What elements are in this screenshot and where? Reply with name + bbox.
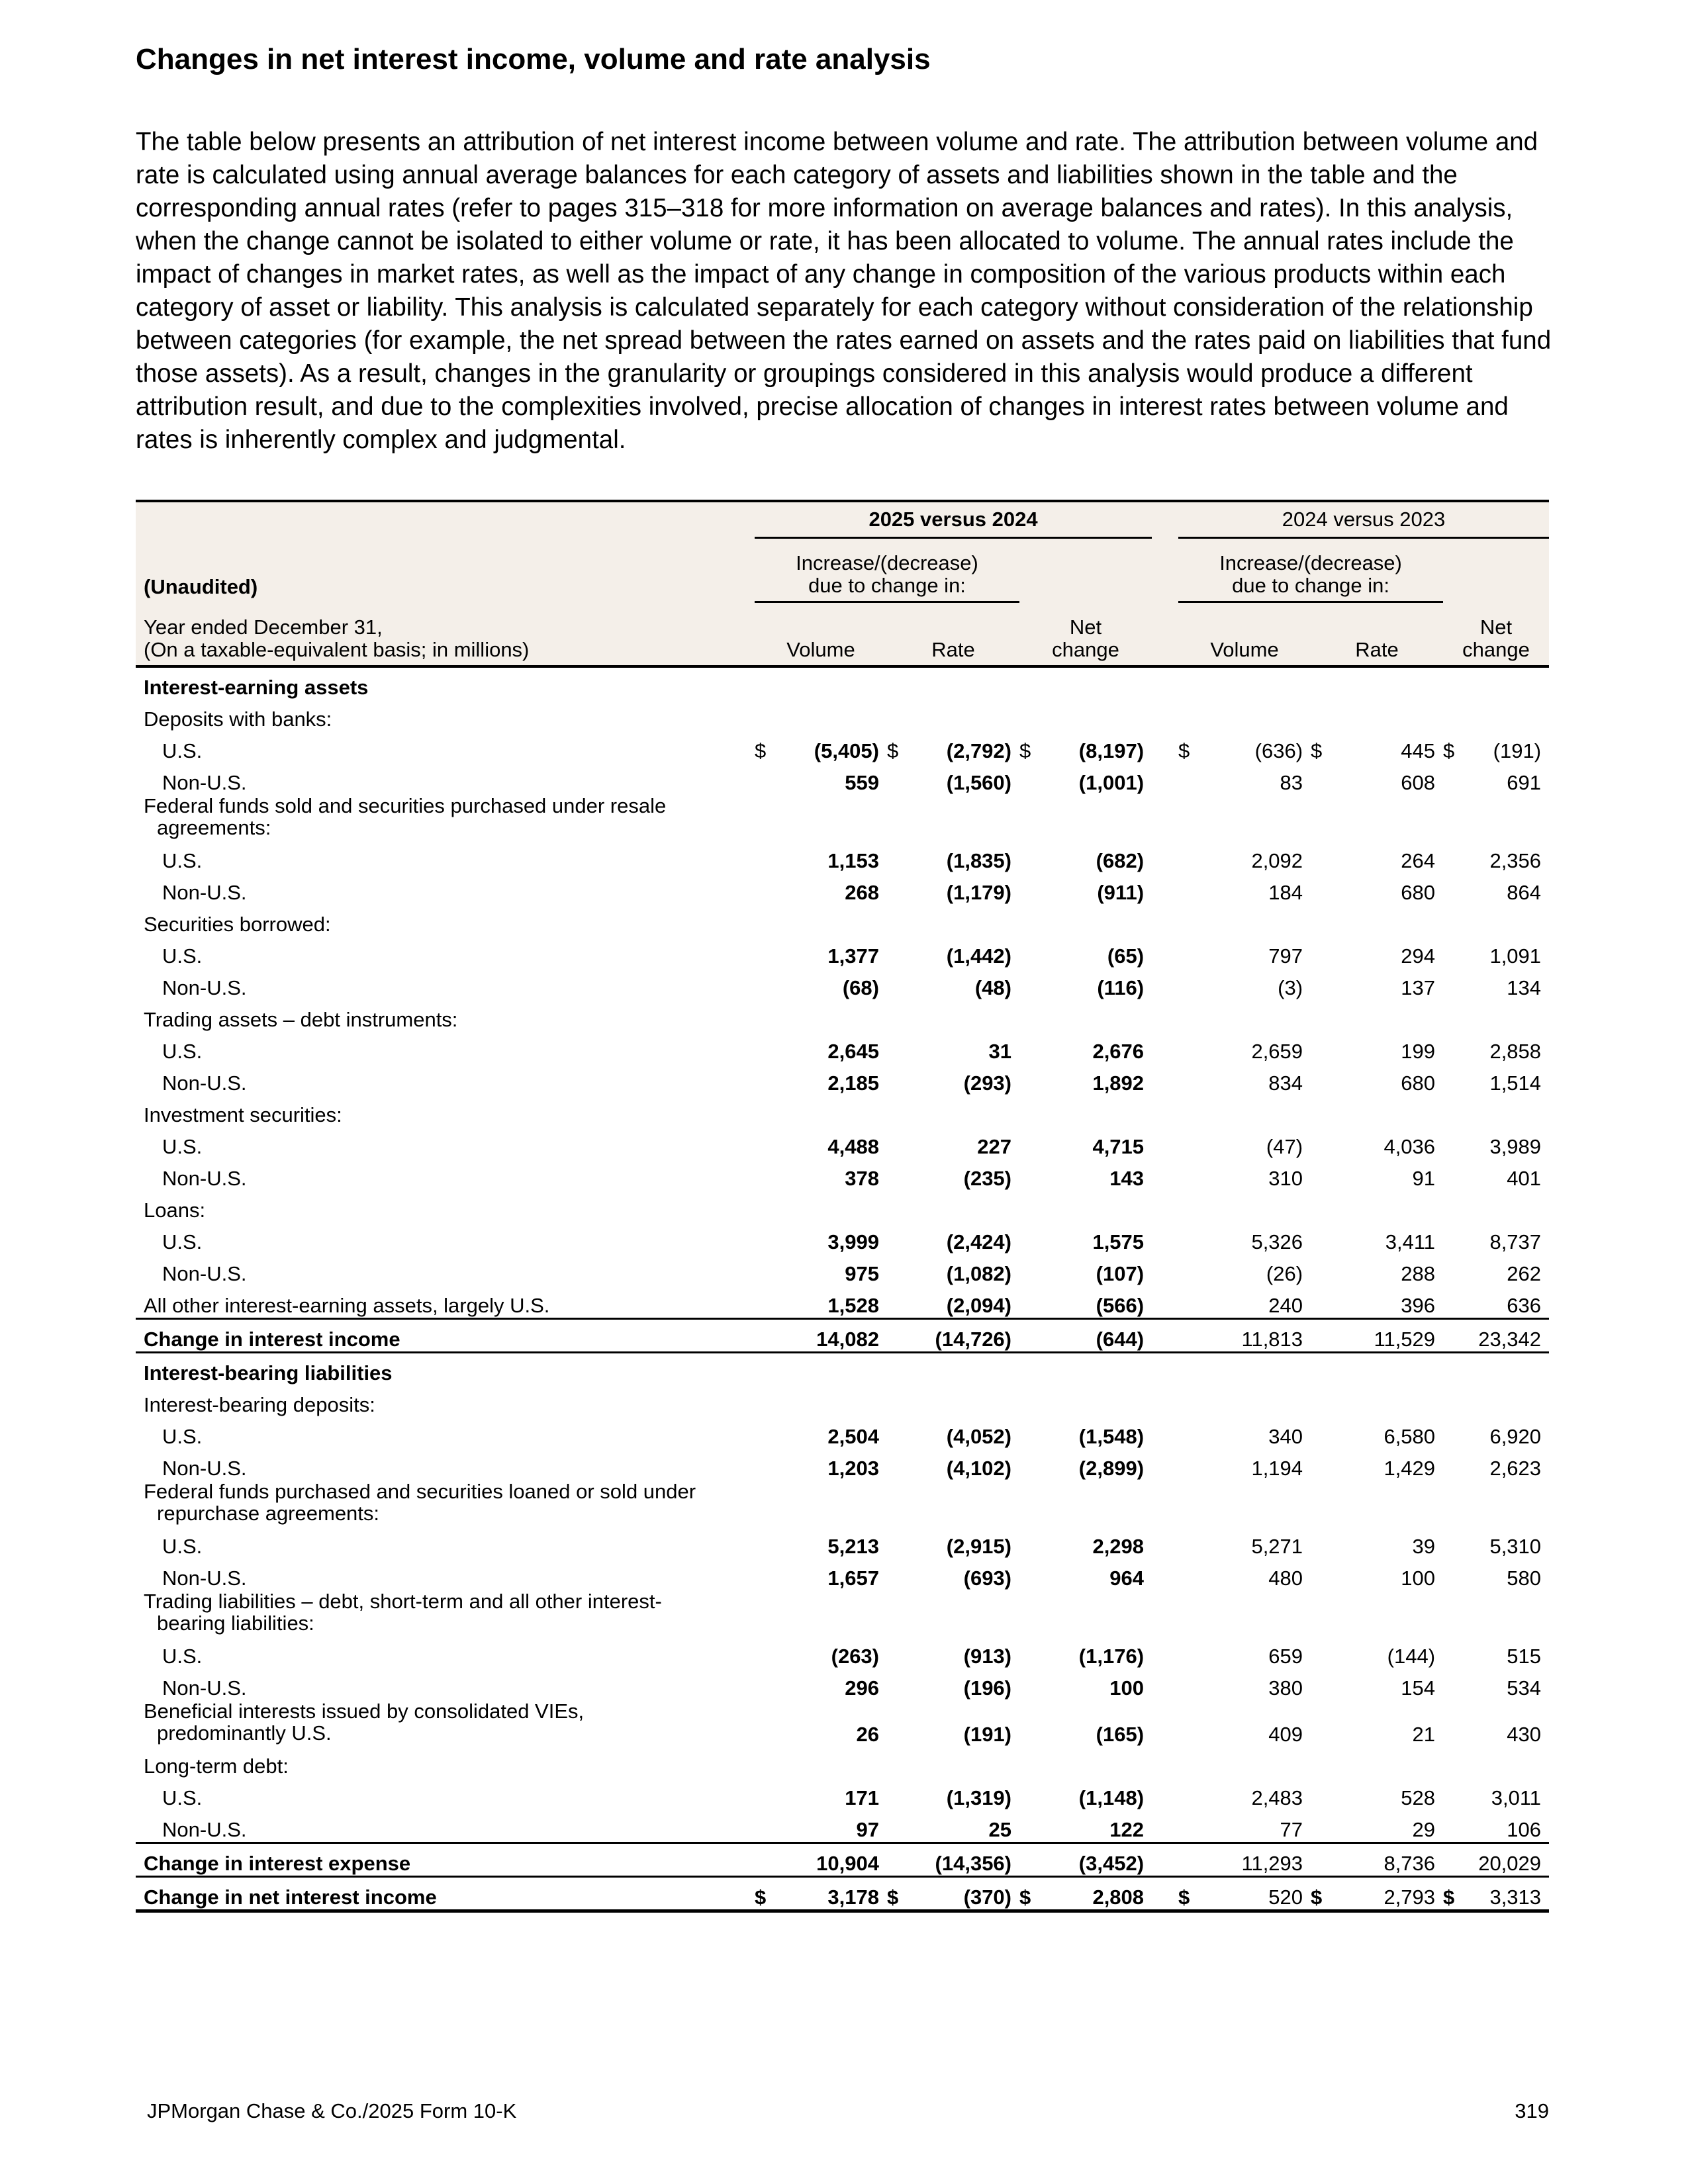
col-net-prior-line2: change bbox=[1462, 638, 1530, 661]
row-label-inv_sec_us: U.S. bbox=[162, 1135, 203, 1158]
cell-loans_nonus-r25: (1,082) bbox=[946, 1262, 1011, 1285]
header-row-columns bbox=[136, 602, 1549, 667]
row-label-change_income: Change in interest income bbox=[136, 1319, 755, 1353]
cell-fed_funds_sold_us-n25: (682) bbox=[1096, 849, 1145, 872]
cell-loans_nonus-n24: 262 bbox=[1507, 1262, 1542, 1285]
cell-trading_assets_us-r25: 31 bbox=[988, 1040, 1011, 1063]
cell-sec_borrowed_nonus-r25: (48) bbox=[974, 976, 1011, 999]
row-label-ltd_us: U.S. bbox=[162, 1786, 203, 1809]
cell-change_income-r25: (14,726) bbox=[914, 1319, 1019, 1353]
cell-trading_assets_nonus-v24: 834 bbox=[1268, 1071, 1303, 1095]
category-fed_funds_sold bbox=[136, 795, 755, 841]
table-row bbox=[136, 1449, 1549, 1480]
category-sec_borrowed: Securities borrowed: bbox=[144, 913, 331, 936]
cell-other_assets-v25: 1,528 bbox=[827, 1294, 879, 1317]
col-net-current-line1: Net bbox=[1069, 615, 1102, 639]
total-row bbox=[136, 1843, 1549, 1877]
cell-ltd_us-n25: (1,148) bbox=[1078, 1786, 1145, 1809]
cell-ib_deposits_us-r24: 6,580 bbox=[1383, 1425, 1436, 1448]
cell-change_expense-v24: 11,293 bbox=[1205, 1843, 1311, 1877]
cell-ib_deposits_nonus-n25: (2,899) bbox=[1078, 1457, 1145, 1480]
col-rate-current: Rate bbox=[931, 638, 975, 661]
row-label-beneficial-line1: Beneficial interests issued by consolidated VIEs, bbox=[144, 1700, 585, 1723]
cell-loans_nonus-v25: 975 bbox=[845, 1262, 879, 1285]
row-label-sec_borrowed_nonus: Non-U.S. bbox=[162, 976, 247, 999]
cell-trading_liab_nonus-r25: (196) bbox=[963, 1676, 1011, 1700]
category-deposits_banks: Deposits with banks: bbox=[144, 707, 332, 731]
cell-other_assets-n25: (566) bbox=[1096, 1294, 1145, 1317]
header-row-periods bbox=[136, 501, 1549, 538]
cell-other_assets-v24: 240 bbox=[1268, 1294, 1303, 1317]
table-row bbox=[136, 873, 1549, 905]
cell-loans_nonus-n25: (107) bbox=[1096, 1262, 1145, 1285]
category-ib_deposits: Interest-bearing deposits: bbox=[144, 1393, 375, 1416]
cell-fed_funds_purch_us-r25: (2,915) bbox=[946, 1535, 1011, 1558]
table-row bbox=[136, 1637, 1549, 1668]
cell-deposits_banks_us-n24: (191) bbox=[1493, 739, 1542, 762]
category-row bbox=[136, 1095, 1549, 1127]
cell-ib_deposits_us-v24: 340 bbox=[1268, 1425, 1303, 1448]
cell-deposits_banks_us-v25: (5,405) bbox=[814, 739, 879, 762]
cell-fed_funds_sold_nonus-n24: 864 bbox=[1507, 881, 1542, 904]
cell-ib_deposits_nonus-v25: 1,203 bbox=[827, 1457, 879, 1480]
cell-trading_assets_us-n25: 2,676 bbox=[1092, 1040, 1145, 1063]
cell-loans_us-n24: 8,737 bbox=[1489, 1230, 1542, 1253]
table-row bbox=[136, 1417, 1549, 1449]
cell-other_assets-n24: 636 bbox=[1507, 1294, 1542, 1317]
cell-trading_liab_nonus-n24: 534 bbox=[1507, 1676, 1542, 1700]
table-row bbox=[136, 1127, 1549, 1159]
cell-fed_funds_purch_us-n24: 5,310 bbox=[1489, 1535, 1542, 1558]
cell-trading_liab_nonus-r24: 154 bbox=[1401, 1676, 1436, 1700]
cell-fed_funds_sold_us-r25: (1,835) bbox=[946, 849, 1011, 872]
col-net-current-line2: change bbox=[1052, 638, 1119, 661]
currency-symbol: $ bbox=[1178, 739, 1190, 762]
cell-change_expense-n25: (3,452) bbox=[1046, 1843, 1152, 1877]
cell-sec_borrowed_us-v25: 1,377 bbox=[827, 944, 879, 968]
row-label-fed_funds_sold_us: U.S. bbox=[162, 849, 203, 872]
currency-symbol: $ bbox=[755, 1877, 781, 1911]
category-row bbox=[136, 1480, 1549, 1527]
cell-change_nii-n24: 3,313 bbox=[1470, 1877, 1549, 1911]
cell-other_assets-r25: (2,094) bbox=[946, 1294, 1011, 1317]
cell-change_expense-r25: (14,356) bbox=[914, 1843, 1019, 1877]
cell-trading_assets_nonus-r25: (293) bbox=[963, 1071, 1011, 1095]
total-row bbox=[136, 1877, 1549, 1911]
header-row-increase bbox=[136, 538, 1549, 602]
cell-ib_deposits_us-n25: (1,548) bbox=[1078, 1425, 1145, 1448]
increase-header-current-line2: due to change in: bbox=[808, 574, 966, 597]
table-row bbox=[136, 1700, 1549, 1747]
section-liab_header: Interest-bearing liabilities bbox=[144, 1361, 393, 1385]
currency-symbol: $ bbox=[1311, 1877, 1337, 1911]
cell-inv_sec_nonus-n24: 401 bbox=[1507, 1167, 1542, 1190]
table-row bbox=[136, 1159, 1549, 1191]
table-row bbox=[136, 1032, 1549, 1064]
row-label-ltd_nonus: Non-U.S. bbox=[162, 1818, 247, 1841]
row-label-other_assets: All other interest-earning assets, largely U.S. bbox=[144, 1294, 550, 1317]
cell-beneficial-r24: 21 bbox=[1412, 1723, 1436, 1746]
col-net-prior-line1: Net bbox=[1479, 615, 1513, 639]
row-label-beneficial-line2: predominantly U.S. bbox=[157, 1721, 332, 1745]
category-row bbox=[136, 1385, 1549, 1417]
increase-header-current bbox=[755, 538, 1019, 602]
category-fed_funds_purch-line1: Federal funds purchased and securities loaned or sold under bbox=[144, 1480, 696, 1503]
cell-fed_funds_purch_us-v25: 5,213 bbox=[827, 1535, 879, 1558]
cell-change_expense-n24: 20,029 bbox=[1470, 1843, 1549, 1877]
cell-fed_funds_sold_nonus-v24: 184 bbox=[1268, 881, 1303, 904]
table-row bbox=[136, 1668, 1549, 1700]
row-label-loans_us: U.S. bbox=[162, 1230, 203, 1253]
volume-rate-table-container bbox=[136, 500, 1549, 1913]
table-row bbox=[136, 1778, 1549, 1810]
increase-header-prior-line2: due to change in: bbox=[1232, 574, 1389, 597]
cell-ltd_nonus-n24: 106 bbox=[1507, 1818, 1542, 1841]
category-trading_liab-line1: Trading liabilities – debt, short-term and all other interest- bbox=[144, 1590, 662, 1613]
cell-trading_assets_us-r24: 199 bbox=[1401, 1040, 1436, 1063]
currency-symbol: $ bbox=[1443, 1877, 1470, 1911]
currency-symbol: $ bbox=[1443, 739, 1455, 762]
table-row bbox=[136, 1810, 1549, 1843]
row-label-change_nii: Change in net interest income bbox=[136, 1877, 755, 1911]
row-label-trading_assets_nonus: Non-U.S. bbox=[162, 1071, 247, 1095]
currency-symbol: $ bbox=[1178, 1877, 1205, 1911]
table-row bbox=[136, 1222, 1549, 1254]
cell-sec_borrowed_nonus-n25: (116) bbox=[1097, 976, 1145, 999]
cell-trading_liab_nonus-v25: 296 bbox=[845, 1676, 879, 1700]
cell-change_income-n24: 23,342 bbox=[1470, 1319, 1549, 1353]
page-title: Changes in net interest income, volume and rate analysis bbox=[136, 43, 931, 75]
row-label-trading_assets_us: U.S. bbox=[162, 1040, 203, 1063]
cell-inv_sec_us-v25: 4,488 bbox=[827, 1135, 879, 1158]
section-header-row bbox=[136, 1353, 1549, 1386]
col-net-current bbox=[1019, 602, 1152, 667]
table-row bbox=[136, 1559, 1549, 1590]
cell-change_income-r24: 11,529 bbox=[1337, 1319, 1443, 1353]
col-volume-prior: Volume bbox=[1210, 638, 1279, 661]
cell-loans_us-n25: 1,575 bbox=[1092, 1230, 1145, 1253]
cell-sec_borrowed_us-r25: (1,442) bbox=[946, 944, 1011, 968]
category-row bbox=[136, 1747, 1549, 1778]
category-row bbox=[136, 1000, 1549, 1032]
cell-ib_deposits_us-n24: 6,920 bbox=[1489, 1425, 1542, 1448]
cell-deposits_banks_us-v24: (636) bbox=[1254, 739, 1303, 762]
cell-sec_borrowed_us-n25: (65) bbox=[1107, 944, 1145, 968]
cell-deposits_banks_us-r25: (2,792) bbox=[946, 739, 1011, 762]
cell-fed_funds_sold_nonus-r24: 680 bbox=[1401, 881, 1436, 904]
cell-change_nii-r25: (370) bbox=[914, 1877, 1019, 1911]
cell-ltd_us-v24: 2,483 bbox=[1251, 1786, 1303, 1809]
cell-loans_nonus-r24: 288 bbox=[1401, 1262, 1436, 1285]
row-label-trading_liab_us: U.S. bbox=[162, 1645, 203, 1668]
category-loans: Loans: bbox=[144, 1199, 206, 1222]
cell-beneficial-v24: 409 bbox=[1268, 1723, 1303, 1746]
row-label-sec_borrowed_us: U.S. bbox=[162, 944, 203, 968]
row-label-deposits_banks_us: U.S. bbox=[162, 739, 203, 762]
table-row bbox=[136, 841, 1549, 873]
cell-fed_funds_sold_us-r24: 264 bbox=[1401, 849, 1436, 872]
row-label-deposits_banks_nonus: Non-U.S. bbox=[162, 771, 247, 794]
cell-fed_funds_purch_nonus-v24: 480 bbox=[1268, 1567, 1303, 1590]
cell-loans_us-r25: (2,424) bbox=[946, 1230, 1011, 1253]
cell-inv_sec_nonus-r24: 91 bbox=[1412, 1167, 1436, 1190]
cell-ltd_us-n24: 3,011 bbox=[1491, 1786, 1542, 1809]
cell-trading_liab_us-r24: (144) bbox=[1387, 1645, 1436, 1668]
footer-company: JPMorgan Chase & Co./2025 Form 10-K bbox=[147, 2099, 517, 2122]
cell-fed_funds_sold_us-n24: 2,356 bbox=[1489, 849, 1542, 872]
cell-ib_deposits_us-v25: 2,504 bbox=[827, 1425, 879, 1448]
row-label-ib_deposits_nonus: Non-U.S. bbox=[162, 1457, 247, 1480]
cell-fed_funds_purch_us-n25: 2,298 bbox=[1092, 1535, 1145, 1558]
cell-inv_sec_us-v24: (47) bbox=[1266, 1135, 1303, 1158]
section-assets_header: Interest-earning assets bbox=[144, 676, 369, 699]
intro-paragraph: The table below presents an attribution of net interest income between volume and rate. The attribution between volume and rate is calculated using annual average balances for each category of assets and liabilities shown in the table and the corresponding annual rates (refer to pages 315–318 for more information on average balances and rates). In this analysis, when the change cannot be isolated to either volume or rate, it has been allocated to volume. The annual rates include the impact of changes in market rates, as well as the impact of any change in composition of the various products within each category of asset or liability. This analysis is calculated separately for each category without consideration of the relationship between categories (for example, the net spread between the rates earned on assets and the rates paid on liabilities that fund those assets). As a result, changes in the granularity or groupings considered in this analysis would produce a different attribution result, and due to the complexities involved, precise allocation of changes in interest rates between volume and rates is inherently complex and judgmental. bbox=[136, 128, 1552, 454]
category-row bbox=[136, 700, 1549, 731]
currency-symbol: $ bbox=[1019, 739, 1031, 762]
row-label-trading_liab_nonus: Non-U.S. bbox=[162, 1676, 247, 1700]
cell-deposits_banks_nonus-n24: 691 bbox=[1507, 771, 1542, 794]
table-row bbox=[136, 1527, 1549, 1559]
cell-change_nii-v24: 520 bbox=[1205, 1877, 1311, 1911]
cell-trading_liab_us-r25: (913) bbox=[963, 1645, 1011, 1668]
cell-ltd_nonus-r24: 29 bbox=[1412, 1818, 1436, 1841]
table-row bbox=[136, 936, 1549, 968]
category-trading_liab-line2: bearing liabilities: bbox=[157, 1612, 314, 1635]
row-label-inv_sec_nonus: Non-U.S. bbox=[162, 1167, 247, 1190]
cell-ltd_nonus-n25: 122 bbox=[1109, 1818, 1145, 1841]
cell-inv_sec_nonus-v24: 310 bbox=[1268, 1167, 1303, 1190]
table-row bbox=[136, 763, 1549, 795]
category-row bbox=[136, 905, 1549, 936]
cell-change_nii-r24: 2,793 bbox=[1337, 1877, 1443, 1911]
cell-fed_funds_purch_us-v24: 5,271 bbox=[1251, 1535, 1303, 1558]
cell-beneficial-r25: (191) bbox=[963, 1723, 1011, 1746]
basis-label bbox=[136, 602, 755, 667]
table-row bbox=[136, 1064, 1549, 1095]
category-trading_assets: Trading assets – debt instruments: bbox=[144, 1008, 458, 1031]
cell-fed_funds_purch_us-r24: 39 bbox=[1412, 1535, 1436, 1558]
cell-sec_borrowed_us-r24: 294 bbox=[1401, 944, 1436, 968]
row-label-fed_funds_sold_nonus: Non-U.S. bbox=[162, 881, 247, 904]
cell-ib_deposits_nonus-n24: 2,623 bbox=[1489, 1457, 1542, 1480]
cell-trading_assets_nonus-r24: 680 bbox=[1401, 1071, 1436, 1095]
cell-sec_borrowed_nonus-v24: (3) bbox=[1278, 976, 1303, 999]
cell-inv_sec_us-n25: 4,715 bbox=[1092, 1135, 1145, 1158]
cell-fed_funds_sold_us-v25: 1,153 bbox=[827, 849, 879, 872]
category-fed_funds_sold-line1: Federal funds sold and securities purchased under resale bbox=[144, 794, 667, 817]
cell-trading_liab_nonus-n25: 100 bbox=[1109, 1676, 1145, 1700]
unaudited-label: (Unaudited) bbox=[144, 574, 258, 598]
row-label-beneficial bbox=[136, 1700, 755, 1747]
category-ltd: Long-term debt: bbox=[144, 1754, 289, 1778]
cell-change_expense-v25: 10,904 bbox=[781, 1843, 887, 1877]
cell-fed_funds_sold_nonus-v25: 268 bbox=[845, 881, 879, 904]
cell-ib_deposits_nonus-r24: 1,429 bbox=[1383, 1457, 1436, 1480]
row-label-ib_deposits_us: U.S. bbox=[162, 1425, 203, 1448]
volume-rate-table bbox=[136, 500, 1549, 1913]
cell-beneficial-n24: 430 bbox=[1507, 1723, 1542, 1746]
increase-header-prior bbox=[1178, 538, 1443, 602]
row-label-change_expense: Change in interest expense bbox=[136, 1843, 755, 1877]
category-fed_funds_purch bbox=[136, 1480, 755, 1527]
cell-inv_sec_nonus-n25: 143 bbox=[1109, 1167, 1145, 1190]
category-inv_sec: Investment securities: bbox=[144, 1103, 342, 1126]
total-row bbox=[136, 1319, 1549, 1353]
cell-trading_assets_nonus-n25: 1,892 bbox=[1092, 1071, 1145, 1095]
table-row bbox=[136, 1254, 1549, 1286]
cell-sec_borrowed_us-v24: 797 bbox=[1268, 944, 1303, 968]
increase-header-current-line1: Increase/(decrease) bbox=[796, 551, 978, 574]
cell-fed_funds_purch_nonus-r24: 100 bbox=[1401, 1567, 1436, 1590]
cell-ltd_nonus-r25: 25 bbox=[988, 1818, 1011, 1841]
cell-fed_funds_purch_nonus-r25: (693) bbox=[963, 1567, 1011, 1590]
col-volume-current: Volume bbox=[786, 638, 855, 661]
cell-trading_assets_nonus-n24: 1,514 bbox=[1489, 1071, 1542, 1095]
cell-trading_assets_us-v25: 2,645 bbox=[827, 1040, 879, 1063]
cell-inv_sec_nonus-r25: (235) bbox=[963, 1167, 1011, 1190]
cell-trading_assets_nonus-v25: 2,185 bbox=[827, 1071, 879, 1095]
cell-trading_liab_us-n25: (1,176) bbox=[1078, 1645, 1145, 1668]
basis-label-line1: Year ended December 31, bbox=[144, 615, 383, 639]
cell-deposits_banks_us-n25: (8,197) bbox=[1078, 739, 1145, 762]
cell-trading_assets_us-v24: 2,659 bbox=[1251, 1040, 1303, 1063]
category-fed_funds_purch-line2: repurchase agreements: bbox=[157, 1502, 380, 1525]
currency-symbol: $ bbox=[887, 739, 899, 762]
cell-change_nii-n25: 2,808 bbox=[1046, 1877, 1152, 1911]
cell-inv_sec_us-n24: 3,989 bbox=[1489, 1135, 1542, 1158]
row-label-fed_funds_purch_us: U.S. bbox=[162, 1535, 203, 1558]
basis-label-line2: (On a taxable-equivalent basis; in millions) bbox=[144, 638, 530, 661]
cell-sec_borrowed_nonus-v25: (68) bbox=[842, 976, 879, 999]
row-label-loans_nonus: Non-U.S. bbox=[162, 1262, 247, 1285]
cell-inv_sec_us-r25: 227 bbox=[977, 1135, 1011, 1158]
period-prior-header: 2024 versus 2023 bbox=[1178, 501, 1549, 538]
cell-ltd_us-v25: 171 bbox=[845, 1786, 879, 1809]
cell-change_income-v24: 11,813 bbox=[1205, 1319, 1311, 1353]
cell-deposits_banks_nonus-v25: 559 bbox=[845, 771, 879, 794]
table-row bbox=[136, 968, 1549, 1000]
currency-symbol: $ bbox=[1311, 739, 1323, 762]
cell-deposits_banks_nonus-n25: (1,001) bbox=[1078, 771, 1145, 794]
cell-fed_funds_purch_nonus-v25: 1,657 bbox=[827, 1567, 879, 1590]
cell-trading_liab_nonus-v24: 380 bbox=[1268, 1676, 1303, 1700]
cell-change_nii-v25: 3,178 bbox=[781, 1877, 887, 1911]
currency-symbol: $ bbox=[887, 1877, 914, 1911]
row-label-fed_funds_purch_nonus: Non-U.S. bbox=[162, 1567, 247, 1590]
period-current-header: 2025 versus 2024 bbox=[755, 501, 1152, 538]
cell-loans_us-v25: 3,999 bbox=[827, 1230, 879, 1253]
footer-page-number: 319 bbox=[1515, 2099, 1549, 2122]
category-row bbox=[136, 1191, 1549, 1222]
currency-symbol: $ bbox=[1019, 1877, 1046, 1911]
cell-fed_funds_sold_nonus-n25: (911) bbox=[1097, 881, 1145, 904]
cell-loans_us-r24: 3,411 bbox=[1385, 1230, 1436, 1253]
increase-header-prior-line1: Increase/(decrease) bbox=[1219, 551, 1402, 574]
cell-beneficial-v25: 26 bbox=[856, 1723, 879, 1746]
table-row bbox=[136, 731, 1549, 763]
cell-sec_borrowed_nonus-r24: 137 bbox=[1401, 976, 1436, 999]
col-net-prior bbox=[1443, 602, 1549, 667]
table-row bbox=[136, 1286, 1549, 1319]
cell-beneficial-n25: (165) bbox=[1096, 1723, 1145, 1746]
cell-fed_funds_sold_nonus-r25: (1,179) bbox=[946, 881, 1011, 904]
category-row bbox=[136, 1590, 1549, 1637]
cell-ib_deposits_us-r25: (4,052) bbox=[946, 1425, 1011, 1448]
cell-trading_liab_us-v25: (263) bbox=[831, 1645, 879, 1668]
cell-deposits_banks_us-r24: 445 bbox=[1401, 739, 1436, 762]
cell-sec_borrowed_us-n24: 1,091 bbox=[1489, 944, 1542, 968]
cell-ltd_us-r25: (1,319) bbox=[946, 1786, 1011, 1809]
cell-sec_borrowed_nonus-n24: 134 bbox=[1507, 976, 1542, 999]
cell-other_assets-r24: 396 bbox=[1401, 1294, 1436, 1317]
cell-loans_us-v24: 5,326 bbox=[1251, 1230, 1303, 1253]
cell-change_income-n25: (644) bbox=[1046, 1319, 1152, 1353]
category-fed_funds_sold-line2: agreements: bbox=[157, 816, 271, 839]
cell-inv_sec_us-r24: 4,036 bbox=[1383, 1135, 1436, 1158]
cell-trading_liab_us-v24: 659 bbox=[1268, 1645, 1303, 1668]
cell-fed_funds_purch_nonus-n25: 964 bbox=[1109, 1567, 1145, 1590]
cell-change_expense-r24: 8,736 bbox=[1337, 1843, 1443, 1877]
cell-fed_funds_sold_us-v24: 2,092 bbox=[1251, 849, 1303, 872]
cell-trading_assets_us-n24: 2,858 bbox=[1489, 1040, 1542, 1063]
category-row bbox=[136, 795, 1549, 841]
cell-deposits_banks_nonus-r24: 608 bbox=[1401, 771, 1436, 794]
cell-inv_sec_nonus-v25: 378 bbox=[845, 1167, 879, 1190]
cell-ltd_nonus-v24: 77 bbox=[1280, 1818, 1303, 1841]
cell-ib_deposits_nonus-v24: 1,194 bbox=[1251, 1457, 1303, 1480]
cell-change_income-v25: 14,082 bbox=[781, 1319, 887, 1353]
cell-fed_funds_purch_nonus-n24: 580 bbox=[1507, 1567, 1542, 1590]
category-trading_liab bbox=[136, 1590, 755, 1637]
cell-ltd_nonus-v25: 97 bbox=[856, 1818, 879, 1841]
cell-loans_nonus-v24: (26) bbox=[1266, 1262, 1303, 1285]
table-body bbox=[136, 666, 1549, 1911]
currency-symbol: $ bbox=[755, 739, 767, 762]
cell-ib_deposits_nonus-r25: (4,102) bbox=[946, 1457, 1011, 1480]
cell-deposits_banks_nonus-v24: 83 bbox=[1280, 771, 1303, 794]
cell-deposits_banks_nonus-r25: (1,560) bbox=[946, 771, 1011, 794]
section-header-row bbox=[136, 666, 1549, 700]
col-rate-prior: Rate bbox=[1355, 638, 1399, 661]
cell-ltd_us-r24: 528 bbox=[1401, 1786, 1436, 1809]
cell-trading_liab_us-n24: 515 bbox=[1507, 1645, 1542, 1668]
